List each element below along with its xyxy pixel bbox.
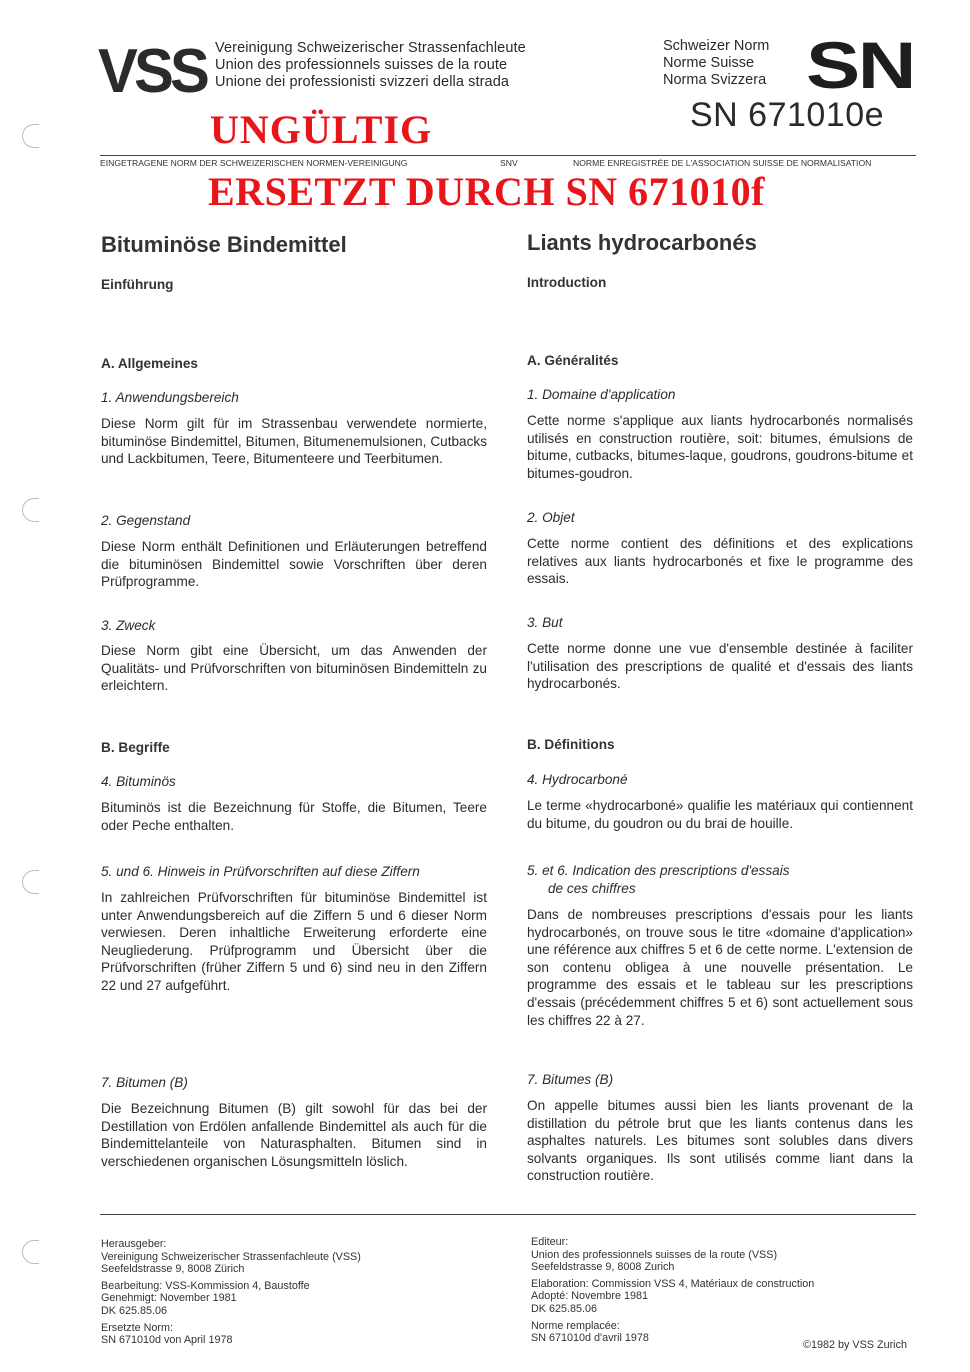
section-b-heading-de: B. Begriffe: [101, 740, 170, 755]
s3-heading-fr: 3. But: [527, 615, 563, 630]
norm-line-de: Schweizer Norm: [663, 38, 770, 54]
s1-body-fr: Cette norme s'applique aux liants hydrocarbonés normalisés utilisés en construction routière, soit: bitumes, émulsions de bitume, cutbacks, bitumes-laque, goudrons, goudrons-bitume et bitumes-goudron.: [527, 413, 913, 481]
footer-fr: [531, 1236, 814, 1345]
s4-heading-fr: 4. Hydrocarboné: [527, 772, 628, 787]
norm-number: SN 671010e: [690, 96, 885, 134]
org-name-it: Unione dei professionisti svizzeri della strada: [215, 74, 510, 90]
s7-body-fr: On appelle bitumes aussi bien les liants provenant de la distillation du pétrole brut que les liants contenus dans les asphaltes naturels. Les bitumes sont solubles dans divers solvants organiques. Ils sont utilisés comme liant dans la construction routière.: [527, 1098, 913, 1184]
french-title: [527, 230, 913, 255]
dk-de: DK 625.85.06: [101, 1304, 168, 1317]
header-divider: [100, 155, 916, 156]
invalid-stamp: UNGÜLTIG: [210, 107, 433, 152]
subtitle-fr: Introduction: [527, 275, 607, 290]
copyright: ©1982 by VSS Zurich: [803, 1339, 907, 1351]
publisher-label-fr: Editeur:: [531, 1236, 569, 1248]
org-name-de: Vereinigung Schweizerischer Strassenfachleute: [215, 40, 526, 56]
s4-body-de: Bituminös ist die Bezeichnung für Stoffe, die Bitumen, Teere oder Peche enthalten.: [101, 800, 487, 833]
section-a-heading-de: A. Allgemeines: [101, 356, 198, 371]
section-b-heading-fr: B. Définitions: [527, 737, 615, 752]
vss-logo: [98, 40, 208, 100]
s3-heading-de: 3. Zweck: [101, 618, 156, 633]
s1-body-de: Diese Norm gilt für im Strassenbau verwendete normierte, bituminöse Bindemittel, Bitumen, Bitumenemulsionen, Cutbacks und Lackbitumen, Teere, Bitumenteere und Teerbitumen.: [101, 416, 487, 467]
norm-line-it: Norma Svizzera: [663, 72, 767, 88]
german-title: [101, 232, 487, 257]
s2-heading-fr: 2. Objet: [527, 510, 575, 525]
footer-divider: [100, 1214, 916, 1215]
approved-fr: Adopté: Novembre 1981: [531, 1290, 649, 1303]
s2-heading-de: 2. Gegenstand: [101, 513, 191, 528]
punch-hole-mark: [22, 124, 39, 148]
subtitle-de: Einführung: [101, 277, 174, 292]
s3-body-fr: Cette norme donne une vue d'ensemble destinée à faciliter l'utilisation des prescriptions de qualité et d'essais des liants hydrocarbonés.: [527, 641, 913, 692]
publisher-label-de: Herausgeber:: [101, 1238, 167, 1250]
norm-type-lines: [663, 38, 769, 89]
sn-logo-text: SN: [806, 38, 914, 90]
s56-heading-fr-line1: 5. et 6. Indication des prescriptions d'essais: [527, 863, 790, 878]
registered-norm-de: EINGETRAGENE NORM DER SCHWEIZERISCHEN NORMEN-VEREINIGUNG: [100, 158, 408, 168]
registered-norm-fr: NORME ENREGISTRÉE DE L'ASSOCIATION SUISSE DE NORMALISATION: [573, 158, 872, 168]
s56-heading-de: 5. und 6. Hinweis in Prüfvorschriften auf diese Ziffern: [101, 864, 420, 879]
sn-logo: [806, 38, 916, 90]
footer-de: [101, 1238, 361, 1347]
s56-body-de: In zahlreichen Prüfvorschriften für bituminöse Bindemittel ist unter Anwendungsbereich auf die Ziffern 5 und 6 dieser Norm verwiesen. Deren inhaltliche Erweiterung erforderte eine Neugliederung. Prüfprogramm und Übersicht über die Prüfvorschriften (früher Ziffern 5 und 6) sind neu in den Ziffern 22 und 27 aufgeführt.: [101, 890, 487, 993]
publisher-name-fr: Union des professionnels suisses de la route (VSS): [531, 1248, 778, 1261]
punch-hole-mark: [22, 870, 39, 894]
vss-logo-text: VSS: [98, 40, 208, 100]
s56-heading-fr-line2: de ces chiffres: [548, 880, 636, 896]
replaced-by-stamp: ERSETZT DURCH SN 671010f: [208, 169, 765, 214]
s7-heading-de: 7. Bitumen (B): [101, 1075, 188, 1090]
editing-de: Bearbeitung: VSS-Kommission 4, Baustoffe: [101, 1279, 310, 1292]
registered-snv: SNV: [500, 158, 518, 168]
replaced-label-de: Ersetzte Norm:: [101, 1321, 173, 1334]
s4-body-fr: Le terme «hydrocarboné» qualifie les matériaux qui contiennent du bitume, du goudron ou du brai de houille.: [527, 798, 913, 831]
s1-heading-fr: 1. Domaine d'application: [527, 387, 676, 402]
approved-de: Genehmigt: November 1981: [101, 1292, 237, 1305]
replaced-label-fr: Norme remplacée:: [531, 1319, 620, 1332]
title-de: Bituminöse Bindemittel: [101, 232, 347, 257]
s2-body-de: Diese Norm enthält Definitionen und Erläuterungen betreffend die bituminösen Bindemittel sowie Vorschriften über deren Prüfprogramme.: [101, 539, 487, 590]
norm-line-fr: Norme Suisse: [663, 55, 755, 71]
s3-body-de: Diese Norm gibt eine Übersicht, um das Anwenden der Qualitäts- und Prüfvorschriften von bituminösen Bindemitteln zu erleichtern.: [101, 643, 487, 694]
s7-body-de: Die Bezeichnung Bitumen (B) gilt sowohl für das bei der Destillation von Erdölen anfallende Bindemittel als auch für die Bindemittelanteile von Naturasphalten. Bitumen sind in verschiedenen organischen Lösungsmitteln löslich.: [101, 1101, 487, 1169]
s4-heading-de: 4. Bituminös: [101, 774, 176, 789]
publisher-address-fr: Seefeldstrasse 9, 8008 Zurich: [531, 1261, 675, 1274]
editing-fr: Elaboration: Commission VSS 4, Matériaux de construction: [531, 1277, 815, 1290]
s2-body-fr: Cette norme contient des définitions et des explications relatives aux liants hydrocarbonés et fixe le programme des essais.: [527, 536, 913, 587]
punch-hole-mark: [22, 498, 39, 522]
org-name-fr: Union des professionnels suisses de la route: [215, 57, 508, 73]
replaced-value-fr: SN 671010d d'avril 1978: [531, 1332, 649, 1345]
punch-hole-mark: [22, 1240, 39, 1264]
publisher-name-de: Vereinigung Schweizerischer Strassenfachleute (VSS): [101, 1250, 361, 1263]
organization-names: [215, 40, 526, 91]
s56-heading-fr: [527, 862, 913, 897]
publisher-address-de: Seefeldstrasse 9, 8008 Zürich: [101, 1263, 245, 1276]
s56-body-fr: Dans de nombreuses prescriptions d'essais pour les liants hydrocarbonés, on trouve sous le titre «domaine d'application» une référence aux chiffres 5 et 6 de cette norme. L'extension de son contenu obligea à une nouvelle présentation. Le programme des essais et le tableau sur les prescriptions d'essais (précédemment chiffres 5 et 6) sont actuellement sous les chiffres 22 à 27.: [527, 907, 913, 1028]
dk-fr: DK 625.85.06: [531, 1302, 598, 1315]
section-a-heading-fr: A. Généralités: [527, 353, 619, 368]
s1-heading-de: 1. Anwendungsbereich: [101, 390, 239, 405]
replaced-value-de: SN 671010d von April 1978: [101, 1334, 233, 1347]
title-fr: Liants hydrocarbonés: [527, 230, 757, 255]
s7-heading-fr: 7. Bitumes (B): [527, 1072, 614, 1087]
